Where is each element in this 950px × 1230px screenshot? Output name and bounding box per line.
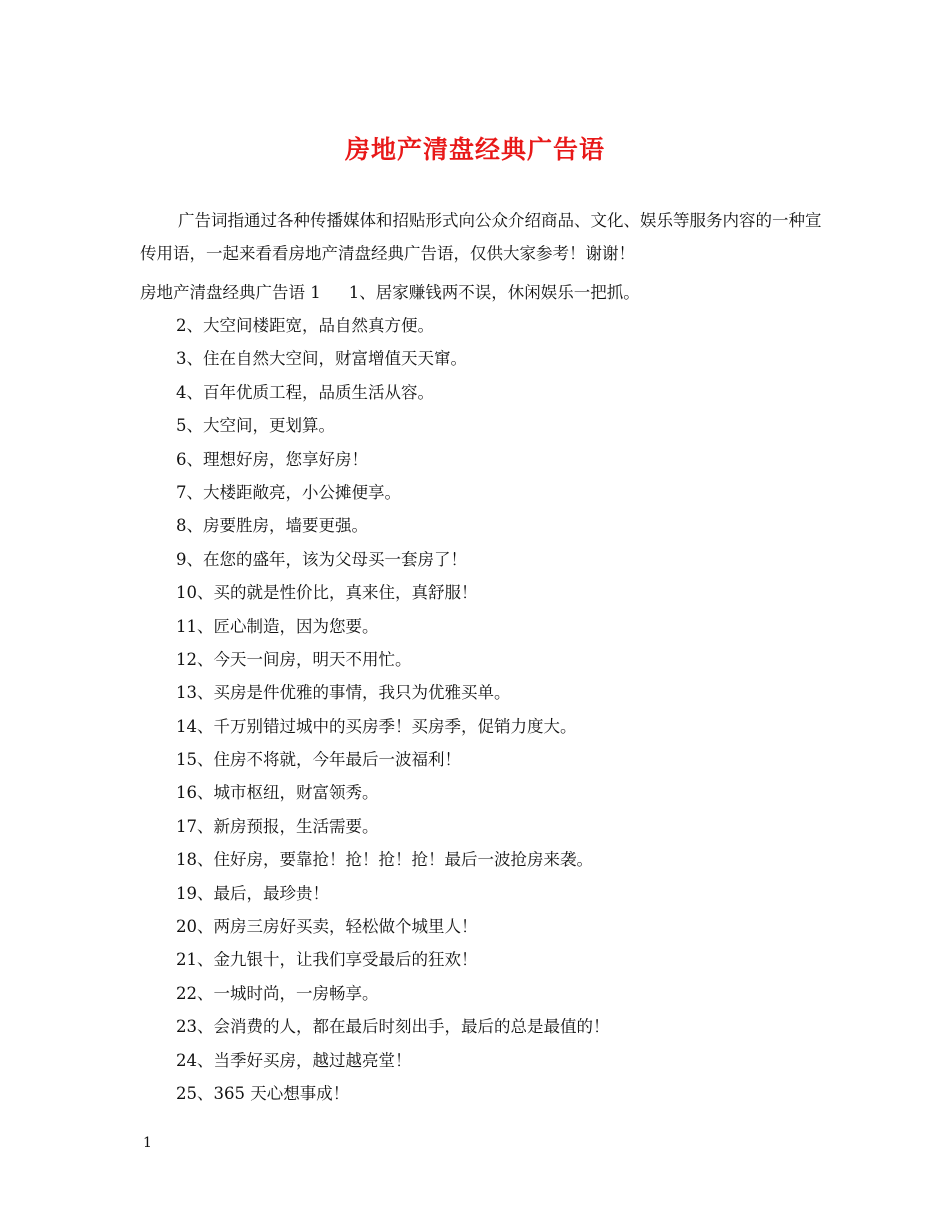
list-item: 17、新房预报，生活需要。 [176, 816, 379, 836]
list-item: 14、千万别错过城中的买房季！买房季，促销力度大。 [176, 716, 577, 736]
document-title: 房地产清盘经典广告语 [344, 135, 605, 164]
list-item: 22、一城时尚，一房畅享。 [176, 983, 379, 1003]
list-item: 25、365 天心想事成！ [176, 1083, 350, 1103]
list-item: 8、房要胜房，墙要更强。 [176, 516, 368, 536]
list-item: 3、住在自然大空间，财富增值天天窜。 [176, 349, 467, 369]
list-item: 5、大空间，更划算。 [176, 416, 335, 436]
list-item: 18、住好房，要靠抢！抢！抢！抢！最后一波抢房来袭。 [176, 850, 593, 870]
list-item: 19、最后，最珍贵！ [176, 883, 329, 903]
list-item: 10、买的就是性价比，真来住，真舒服！ [176, 583, 478, 603]
list-item: 23、会消费的人，都在最后时刻出手，最后的总是最值的！ [176, 1017, 610, 1037]
list-item: 6、理想好房，您享好房！ [176, 449, 368, 469]
list-item: 15、住房不将就，今年最后一波福利！ [176, 750, 461, 770]
list-item: 11、匠心制造，因为您要。 [176, 616, 379, 636]
list-item: 7、大楼距敞亮，小公摊便享。 [176, 482, 401, 502]
intro-paragraph [140, 204, 830, 270]
slogan-list [176, 309, 610, 1110]
list-item: 12、今天一间房，明天不用忙。 [176, 649, 412, 669]
list-item: 2、大空间楼距宽，品自然真方便。 [176, 316, 434, 335]
list-item: 20、两房三房好买卖，轻松做个城里人！ [176, 917, 478, 937]
list-item: 4、百年优质工程，品质生活从容。 [176, 382, 434, 402]
list-item: 1、居家赚钱两不误，休闲娱乐一把抓。 [348, 283, 640, 302]
list-item: 9、在您的盛年，该为父母买一套房了！ [176, 549, 467, 569]
list-item: 13、买房是件优雅的事情，我只为优雅买单。 [176, 683, 511, 703]
intro-text: 广告词指通过各种传播媒体和招贴形式向公众介绍商品、文化、娱乐等服务内容的一种宣传用语，一起来看看房地产清盘经典广告语，仅供大家参考！谢谢！ [140, 211, 822, 263]
list-item: 21、金九银十，让我们享受最后的狂欢！ [176, 950, 478, 970]
section-heading: 房地产清盘经典广告语 1 [140, 283, 321, 302]
list-item: 24、当季好买房，越过越亮堂！ [176, 1050, 412, 1070]
page-number: 1 [143, 1135, 152, 1151]
section-first-line [140, 276, 640, 309]
list-item: 16、城市枢纽，财富领秀。 [176, 783, 379, 803]
